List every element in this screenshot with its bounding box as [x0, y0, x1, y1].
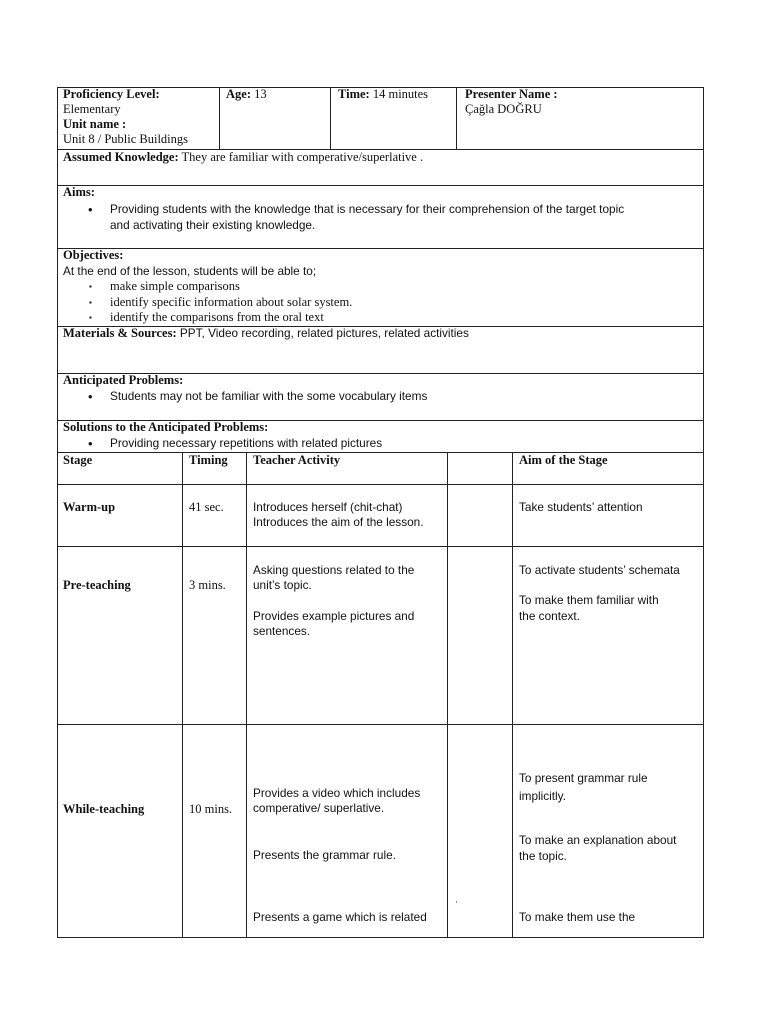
teacher-activity: sentences. [253, 624, 311, 638]
teacher-activity: Introduces herself (chit-chat) [253, 500, 403, 514]
materials-value: PPT, Video recording, related pictures, related activities [176, 326, 469, 340]
teacher-activity: Introduces the aim of the lesson. [253, 515, 424, 529]
teacher-activity: Presents a game which is related [253, 910, 427, 924]
stage-aim: To make them familiar with [519, 593, 659, 607]
problems-label: Anticipated Problems: [63, 373, 184, 387]
time-value: 14 minutes [369, 87, 429, 101]
stage-aim: To activate students’ schemata [519, 563, 680, 577]
stray-mark: · [455, 897, 458, 907]
teacher-activity: Provides a video which includes [253, 786, 421, 800]
table-row-cell [512, 724, 704, 938]
column-header-stage: Stage [63, 453, 93, 467]
teacher-activity: Provides example pictures and [253, 609, 415, 623]
presenter-label: Presenter Name : [465, 87, 558, 101]
table-row-cell [447, 546, 513, 725]
age-value: 13 [251, 87, 267, 101]
stage-aim: the context. [519, 609, 580, 623]
assumed-knowledge [63, 150, 423, 166]
objective-item: ▪ identify the comparisons from the oral text [110, 310, 324, 326]
assumed-value: They are familiar with comperative/superlative . [178, 150, 424, 164]
stage-timing: 41 sec. [189, 500, 224, 514]
table-row-cell [182, 724, 247, 938]
table-row-cell [182, 546, 247, 725]
stage-aim: the topic. [519, 849, 567, 863]
teacher-activity: comperative/ superlative. [253, 801, 385, 815]
solutions-label: Solutions to the Anticipated Problems: [63, 420, 269, 434]
objectives-intro: At the end of the lesson, students will be able to; [63, 264, 317, 278]
stage-aim: implicitly. [519, 789, 566, 803]
table-row-cell [182, 484, 247, 547]
problems-item: • Students may not be familiar with the some vocabulary items [110, 389, 427, 405]
column-header-aim: Aim of the Stage [519, 453, 608, 467]
stage-name: While-teaching [63, 802, 145, 816]
table-row-cell [246, 724, 448, 938]
unit-value: Unit 8 / Public Buildings [63, 132, 189, 146]
objectives-label: Objectives: [63, 248, 124, 262]
column-header-timing: Timing [189, 453, 228, 467]
table-row-cell [57, 724, 183, 938]
table-row-cell [447, 484, 513, 547]
materials-line [63, 326, 469, 342]
age-label: Age: [226, 87, 251, 101]
teacher-activity: Asking questions related to the [253, 563, 415, 577]
table-row-cell [57, 484, 183, 547]
presenter-value: Çağla DOĞRU [465, 102, 542, 116]
stage-aim: To make them use the [519, 910, 636, 924]
stage-name: Warm-up [63, 500, 116, 514]
assumed-label: Assumed Knowledge: [63, 150, 179, 164]
objective-item: ▪ identify specific information about solar system. [110, 295, 352, 311]
teacher-activity: Presents the grammar rule. [253, 848, 396, 862]
age-line [226, 87, 267, 103]
proficiency-label: Proficiency Level: [63, 87, 160, 101]
time-line [338, 87, 428, 103]
stage-timing: 10 mins. [189, 802, 233, 816]
objective-item: ▪ make simple comparisons [110, 279, 240, 295]
table-row-cell [57, 546, 183, 725]
stage-aim: Take students’ attention [519, 500, 643, 514]
stage-aim: To make an explanation about [519, 833, 677, 847]
table-row-cell [512, 484, 704, 547]
stage-name: Pre-teaching [63, 578, 131, 592]
unit-label: Unit name : [63, 117, 127, 131]
column-header-activity: Teacher Activity [253, 453, 341, 467]
stage-timing: 3 mins. [189, 578, 226, 592]
blank-header-cell [447, 452, 513, 485]
aims-label: Aims: [63, 185, 95, 199]
aims-line-2: and activating their existing knowledge. [110, 218, 316, 232]
proficiency-value: Elementary [63, 102, 121, 116]
time-label: Time: [338, 87, 370, 101]
solutions-item: • Providing necessary repetitions with related pictures [110, 436, 382, 452]
materials-label: Materials & Sources: [63, 326, 177, 340]
stage-aim: To present grammar rule [519, 771, 648, 785]
aims-line-1: • Providing students with the knowledge that is necessary for their comprehension of the target topic [110, 202, 624, 218]
teacher-activity: unit’s topic. [253, 578, 312, 592]
